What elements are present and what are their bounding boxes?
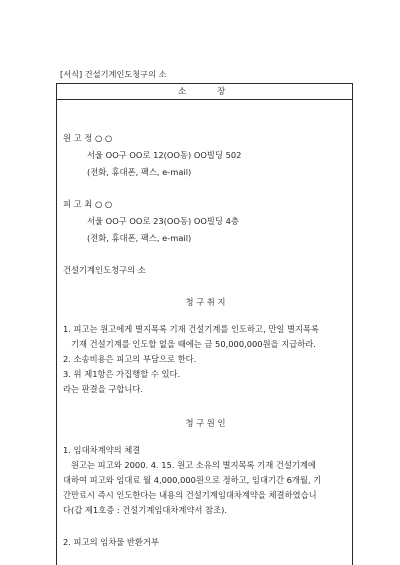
cause-heading: 청 구 원 인 bbox=[185, 418, 226, 428]
cause-sub1-line: 간만료시 즉시 인도한다는 내용의 건설기계임대차계약을 체결하였습니 bbox=[63, 490, 317, 500]
plaintiff-address: 서울 OO구 OO로 12(OO동) OO빌딩 502 bbox=[87, 150, 242, 160]
claim-item-3: 3. 위 제1항은 가집행할 수 있다. bbox=[63, 369, 181, 379]
claim-heading: 청 구 취 지 bbox=[185, 297, 226, 307]
defendant-address: 서울 OO구 OO로 23(OO동) OO빌딩 4층 bbox=[87, 216, 239, 226]
cause-sub1-line: 원고는 피고와 2000. 4. 15. 원고 소유의 별지목록 기재 건설기계에 bbox=[71, 460, 316, 470]
plaintiff-label: 원 고 정 ○ ○ bbox=[63, 133, 113, 143]
title-row bbox=[57, 84, 352, 100]
claim-item-1-line-1: 1. 피고는 원고에게 별지목록 기재 건설기계를 인도하고, 만일 별지목록 bbox=[63, 324, 320, 334]
case-name: 건설기계인도청구의 소 bbox=[63, 265, 146, 275]
defendant-contact: (전화, 휴대폰, 팩스, e-mail) bbox=[87, 233, 192, 243]
cause-sub1-line: 대하여 피고와 임대료 월 4,000,000원으로 정하고, 임대기간 6개월, 기 bbox=[63, 475, 322, 485]
defendant-label: 피 고 최 ○ ○ bbox=[63, 199, 113, 209]
doc-title-char1: 소 bbox=[178, 87, 187, 97]
complaint-frame bbox=[56, 83, 353, 565]
plaintiff-contact: (전화, 휴대폰, 팩스, e-mail) bbox=[87, 167, 192, 177]
form-label: [서식] 건설기계인도청구의 소 bbox=[60, 69, 167, 79]
cause-sub1-title: 1. 임대차계약의 체결 bbox=[63, 445, 141, 455]
claim-item-1-line-2: 기재 건설기계를 인도할 없을 때에는 금 50,000,000원을 지급하라. bbox=[71, 339, 316, 349]
cause-sub2-title: 2. 피고의 임차물 반환거부 bbox=[63, 537, 159, 547]
doc-title-char2: 장 bbox=[217, 87, 226, 97]
claim-closing: 라는 판결을 구합니다. bbox=[63, 384, 144, 394]
cause-sub1-line: 다(갑 제1호증 : 건설기계임대차계약서 참조). bbox=[63, 505, 227, 515]
claim-item-2: 2. 소송비용은 피고의 부담으로 한다. bbox=[63, 354, 197, 364]
